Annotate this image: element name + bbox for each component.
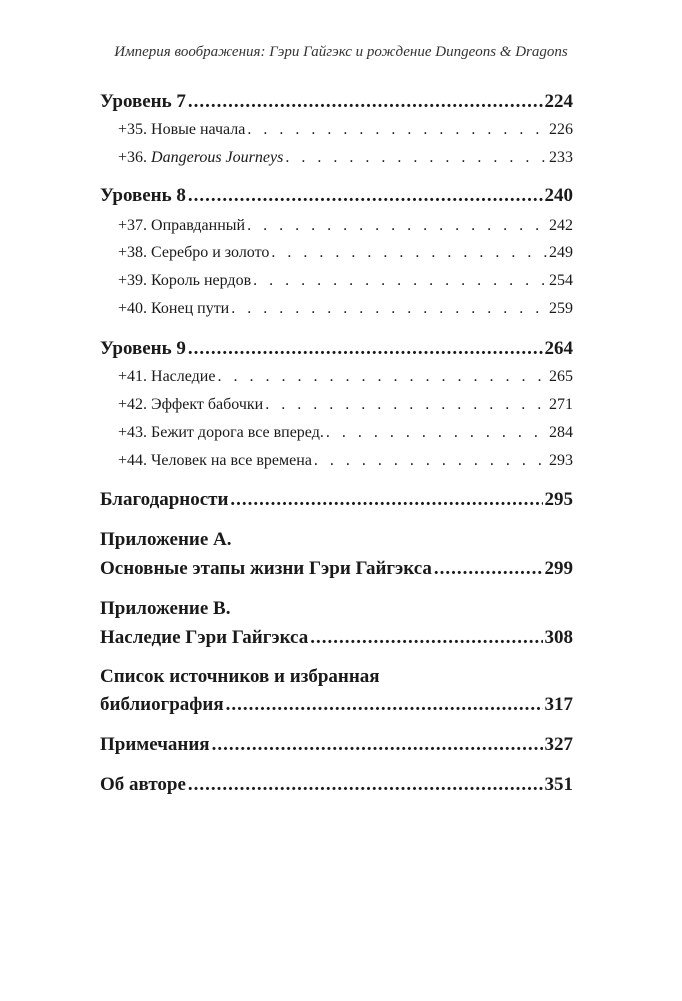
entry-label: +40. Конец пути: [118, 300, 230, 317]
dot-leader: [326, 424, 547, 442]
dot-leader: [265, 396, 547, 414]
toc-entry-notes[interactable]: [100, 734, 573, 756]
dot-leader: [310, 627, 542, 649]
appendix-b-heading: Приложение B.: [100, 598, 231, 619]
entry-number: +36.: [118, 149, 152, 166]
entry-label: Об авторе: [100, 774, 186, 795]
toc-entry-bibliography[interactable]: [100, 694, 573, 716]
entry-page: 224: [544, 91, 573, 112]
entry-label: +35. Новые начала: [118, 121, 246, 138]
entry-page: 242: [549, 217, 573, 234]
entry-label: Примечания: [100, 734, 210, 755]
toc-entry[interactable]: [118, 300, 573, 318]
entry-label: [118, 149, 283, 167]
entry-page: 293: [549, 452, 573, 469]
dot-leader: [188, 338, 543, 360]
dot-leader: [271, 244, 547, 262]
entry-label: +39. Король нердов: [118, 272, 252, 289]
dot-leader: [314, 452, 547, 470]
entry-label: Уровень 9: [100, 338, 186, 359]
entry-page: 327: [544, 734, 573, 755]
entry-page: 264: [544, 338, 573, 359]
entry-label: Основные этапы жизни Гэри Гайгэкса: [100, 558, 432, 579]
entry-page: 271: [549, 396, 573, 413]
entry-page: 265: [549, 368, 573, 385]
entry-page: 284: [549, 424, 573, 441]
entry-label: Наследие Гэри Гайгэкса: [100, 627, 309, 648]
dot-leader: [188, 774, 543, 796]
toc-entry-acknowledgements[interactable]: [100, 489, 573, 511]
entry-page: 226: [549, 121, 573, 138]
dot-leader: [247, 217, 547, 235]
entry-title: Dangerous Journeys: [151, 149, 284, 166]
dot-leader: [217, 368, 547, 386]
dot-leader: [212, 734, 543, 756]
bibliography-heading: Список источников и избранная: [100, 666, 380, 687]
entry-page: 233: [549, 149, 573, 166]
entry-label: +41. Наследие: [118, 368, 216, 385]
toc-entry[interactable]: [118, 452, 573, 470]
entry-label: +37. Оправданный: [118, 217, 246, 234]
toc-entry-level-7[interactable]: [100, 91, 573, 113]
dot-leader: [434, 558, 543, 580]
dot-leader: [230, 489, 542, 511]
entry-page: 249: [549, 244, 573, 261]
entry-label: +44. Человек на все времена: [118, 452, 312, 469]
running-header: Империя воображения: Гэри Гайгэкс и рождение Dungeons & Dragons: [114, 44, 568, 60]
toc-entry-appendix-a[interactable]: [100, 558, 573, 580]
appendix-a-heading: Приложение A.: [100, 529, 232, 550]
entry-label: библиография: [100, 694, 224, 715]
entry-label: +42. Эффект бабочки: [118, 396, 264, 413]
entry-label: Благодарности: [100, 489, 229, 510]
toc-entry-appendix-b[interactable]: [100, 627, 573, 649]
toc-entry[interactable]: [118, 272, 573, 290]
toc-entry-level-9[interactable]: [100, 338, 573, 360]
entry-label: Уровень 8: [100, 185, 186, 206]
toc-entry[interactable]: [118, 368, 573, 386]
entry-page: 351: [544, 774, 573, 795]
entry-page: 317: [544, 694, 573, 715]
toc-entry-level-8[interactable]: [100, 185, 573, 207]
entry-label: Уровень 7: [100, 91, 186, 112]
dot-leader: [247, 121, 547, 139]
entry-page: 308: [544, 627, 573, 648]
toc-entry[interactable]: [118, 217, 573, 235]
entry-label: +43. Бежит дорога все вперед.: [118, 424, 324, 441]
toc-entry[interactable]: [118, 396, 573, 414]
entry-page: 295: [544, 489, 573, 510]
dot-leader: [188, 185, 543, 207]
toc-entry[interactable]: [118, 149, 573, 167]
entry-page: 240: [544, 185, 573, 206]
dot-leader: [231, 300, 547, 318]
toc-entry[interactable]: [118, 121, 573, 139]
dot-leader: [226, 694, 543, 716]
entry-page: 259: [549, 300, 573, 317]
dot-leader: [188, 91, 543, 113]
toc-entry[interactable]: [118, 424, 573, 442]
entry-page: 254: [549, 272, 573, 289]
entry-label: +38. Серебро и золото: [118, 244, 270, 261]
dot-leader: [285, 149, 547, 167]
toc-entry-about-author[interactable]: [100, 774, 573, 796]
dot-leader: [253, 272, 547, 290]
entry-page: 299: [544, 558, 573, 579]
toc-entry[interactable]: [118, 244, 573, 262]
